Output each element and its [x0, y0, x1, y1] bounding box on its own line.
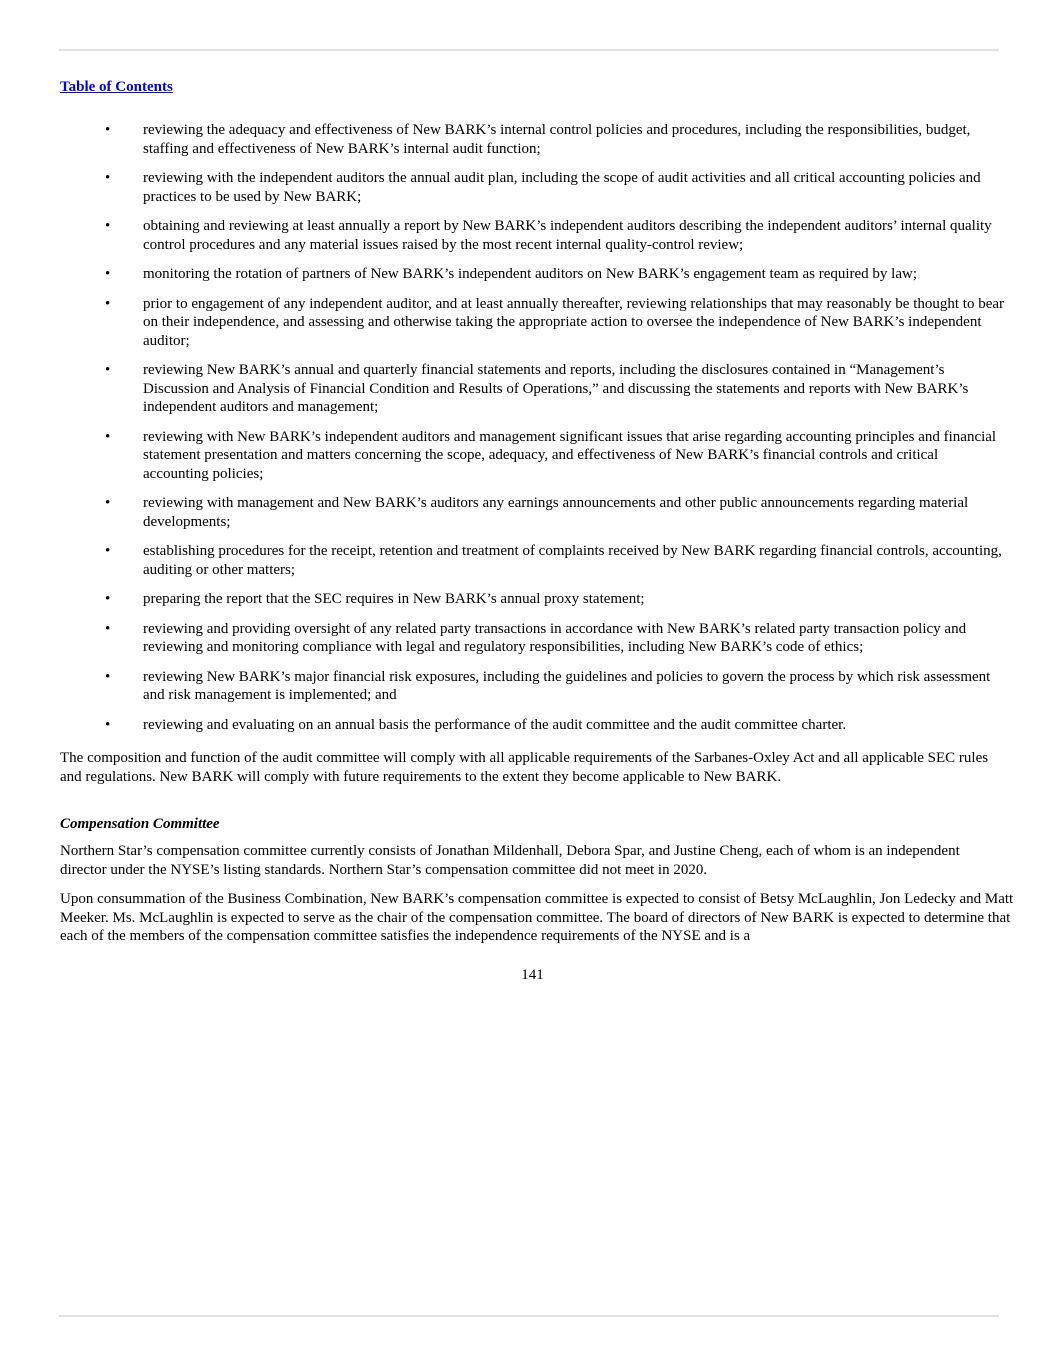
- list-item: [0, 668, 1055, 705]
- list-item-text: reviewing with the independent auditors the annual audit plan, including the scope of audit activities and all critical accounting policies and practices to be used by New BARK;: [143, 170, 981, 205]
- compensation-committee-heading: Compensation Committee: [60, 816, 220, 832]
- list-item-text: monitoring the rotation of partners of New BARK’s independent auditors on New BARK’s engagement team as required by law;: [143, 266, 917, 282]
- list-item: [0, 428, 1055, 484]
- bullet-icon: •: [105, 170, 111, 186]
- list-item-text: reviewing with New BARK’s independent auditors and management significant issues that arise regarding accounting principles and financial statement presentation and matters concerning the scope, adequacy, and effectiveness of New BARK’s financial controls and critical accounting policies;: [143, 428, 997, 482]
- bullet-icon: •: [105, 620, 111, 637]
- list-item-text: prior to engagement of any independent auditor, and at least annually thereafter, reviewing relationships that may reasonably be thought to bear on their independence, and assessing and otherwise taking the appropriate action to oversee the independence of New BARK’s independent auditor;: [143, 295, 1005, 349]
- audit-committee-responsibilities-list: [0, 121, 1055, 745]
- list-item-text: reviewing New BARK’s annual and quarterly financial statements and reports, including the disclosures contained in “Management’s Discussion and Analysis of Financial Condition and Results of Operations,” and discussing the statements and reports with New BARK’s independent auditors and management;: [143, 362, 969, 415]
- bullet-icon: •: [105, 716, 111, 733]
- list-item: [0, 265, 1055, 284]
- list-item: [0, 620, 1055, 657]
- list-item-text: establishing procedures for the receipt, retention and treatment of complaints received by New BARK regarding financial controls, accounting, auditing or other matters;: [143, 543, 1002, 578]
- table-of-contents-link[interactable]: Table of Contents: [60, 79, 173, 95]
- bullet-icon: •: [105, 218, 111, 234]
- list-item-text: obtaining and reviewing at least annually a report by New BARK’s independent auditors describing the independent auditors’ internal quality control procedures and any material issues raised by the most recent internal quality-control review;: [143, 218, 992, 253]
- bottom-divider: [59, 1315, 999, 1317]
- list-item: [0, 542, 1055, 579]
- bullet-icon: •: [105, 362, 111, 378]
- bullet-icon: •: [105, 668, 111, 685]
- bullet-icon: •: [105, 122, 111, 138]
- bullet-icon: •: [105, 543, 111, 559]
- bullet-icon: •: [105, 428, 111, 445]
- composition-paragraph: The composition and function of the audit committee will comply with all applicable requirements of the Sarbanes-Oxley Act and all applicable SEC rules and regulations. New BARK will comply with future requirements to the extent they become applicable to New BARK.: [60, 750, 989, 785]
- list-item-text: reviewing and providing oversight of any related party transactions in accordance with New BARK’s related party transaction policy and reviewing and monitoring compliance with legal and regulatory responsibilities, including New BARK’s code of ethics;: [143, 620, 967, 655]
- list-item-text: reviewing the adequacy and effectiveness of New BARK’s internal control policies and procedures, including the responsibilities, budget, staffing and effectiveness of New BARK’s internal audit function;: [143, 122, 971, 157]
- page-number: 141: [521, 967, 544, 983]
- list-item: [0, 494, 1055, 531]
- list-item: [0, 217, 1055, 254]
- list-item-text: reviewing New BARK’s major financial risk exposures, including the guidelines and policies to govern the process by which risk assessment and risk management is implemented; and: [143, 668, 991, 703]
- list-item-text: preparing the report that the SEC requires in New BARK’s annual proxy statement;: [143, 591, 645, 607]
- compensation-paragraph-post-combination: Upon consummation of the Business Combination, New BARK’s compensation committee is expected to consist of Betsy McLaughlin, Jon Ledecky and Matt Meeker. Ms. McLaughlin is expected to serve as the chair of the compensation committee. The board of directors of New BARK is expected to determine that each of the members of the compensation committee satisfies the independence requirements of the NYSE and is a: [60, 891, 1014, 944]
- compensation-paragraph-current: Northern Star’s compensation committee currently consists of Jonathan Mildenhall, Debora Spar, and Justine Cheng, each of whom is an independent director under the NYSE’s listing standards. Northern Star’s compensation committee did not meet in 2020.: [60, 843, 960, 878]
- bullet-icon: •: [105, 266, 111, 282]
- list-item: [0, 361, 1055, 417]
- list-item: [0, 590, 1055, 609]
- list-item: [0, 169, 1055, 206]
- list-item-text: reviewing and evaluating on an annual basis the performance of the audit committee and the audit committee charter.: [143, 716, 847, 733]
- list-item-text: reviewing with management and New BARK’s auditors any earnings announcements and other public announcements regarding material developments;: [143, 495, 969, 530]
- bullet-icon: •: [105, 495, 111, 511]
- top-divider: [59, 49, 999, 51]
- list-item: [0, 121, 1055, 158]
- list-item: [0, 716, 1055, 735]
- bullet-icon: •: [105, 295, 111, 312]
- bullet-icon: •: [105, 591, 111, 607]
- list-item: [0, 295, 1055, 351]
